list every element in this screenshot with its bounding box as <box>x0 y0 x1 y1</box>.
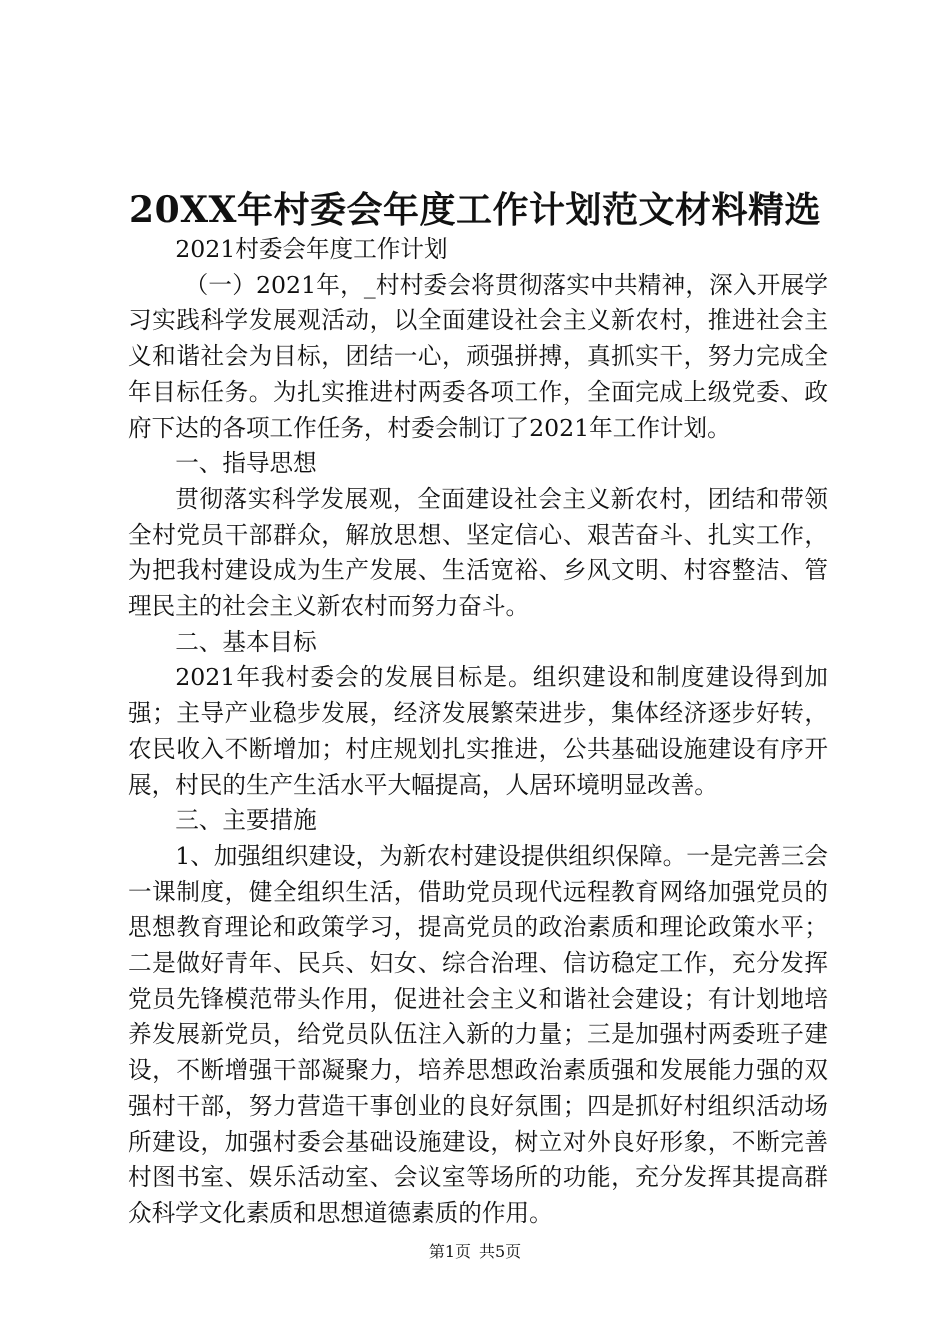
document-title: 20XX年村委会年度工作计划范文材料精选 <box>129 189 821 231</box>
guiding-ideology-paragraph: 贯彻落实科学发展观，全面建设社会主义新农村，团结和带领全村党员干部群众，解放思想、坚定信心、艰苦奋斗、扎实工作，为把我村建设成为生产发展、生活宽裕、乡风文明、村容整洁、管理民主的社会主义新农村而努力奋斗。 <box>128 484 828 621</box>
section-heading-main-measures: 三、主要措施 <box>175 806 317 835</box>
page-number: 第1页 <box>428 1242 471 1261</box>
intro-paragraph: （一）2021年，_村村委会将贯彻落实中共精神，深入开展学习实践科学发展观活动，以全面建设社会主义新农村，推进社会主义和谐社会为目标，团结一心，顽强拼搏，真抓实干，努力完成全年目标任务。为扎实推进村两委各项工作，全面完成上级党委、政府下达的各项工作任务，村委会制订了2021年工作计划。 <box>128 270 828 442</box>
section-heading-guiding-ideology: 一、指导思想 <box>175 449 317 478</box>
main-measures-paragraph: 1、加强组织建设，为新农村建设提供组织保障。一是完善三会一课制度，健全组织生活，借助党员现代远程教育网络加强党员的思想教育理论和政策学习，提高党员的政治素质和理论政策水平；二是做好青年、民兵、妇女、综合治理、信访稳定工作，充分发挥党员先锋模范带头作用，促进社会主义和谐社会建设；有计划地培养发展新党员，给党员队伍注入新的力量；三是加强村两委班子建设，不断增强干部凝聚力，培养思想政治素质强和发展能力强的双强村干部，努力营造干事创业的良好氛围；四是抓好村组织活动场所建设，加强村委会基础设施建设，树立对外良好形象，不断完善村图书室、娱乐活动室、会议室等场所的功能，充分发挥其提高群众科学文化素质和思想道德素质的作用。 <box>128 841 828 1227</box>
plan-subtitle: 2021村委会年度工作计划 <box>175 235 448 263</box>
section-heading-basic-goals: 二、基本目标 <box>175 627 317 656</box>
basic-goals-paragraph: 2021年我村委会的发展目标是。组织建设和制度建设得到加强；主导产业稳步发展，经济发展繁荣进步，集体经济逐步好转，农民收入不断增加；村庄规划扎实推进，公共基础设施建设有序开展，村民的生产生活水平大幅提高，人居环境明显改善。 <box>128 663 828 799</box>
page-footer <box>0 1240 950 1264</box>
page-total: 共5页 <box>479 1242 522 1261</box>
document-body <box>128 232 828 1232</box>
